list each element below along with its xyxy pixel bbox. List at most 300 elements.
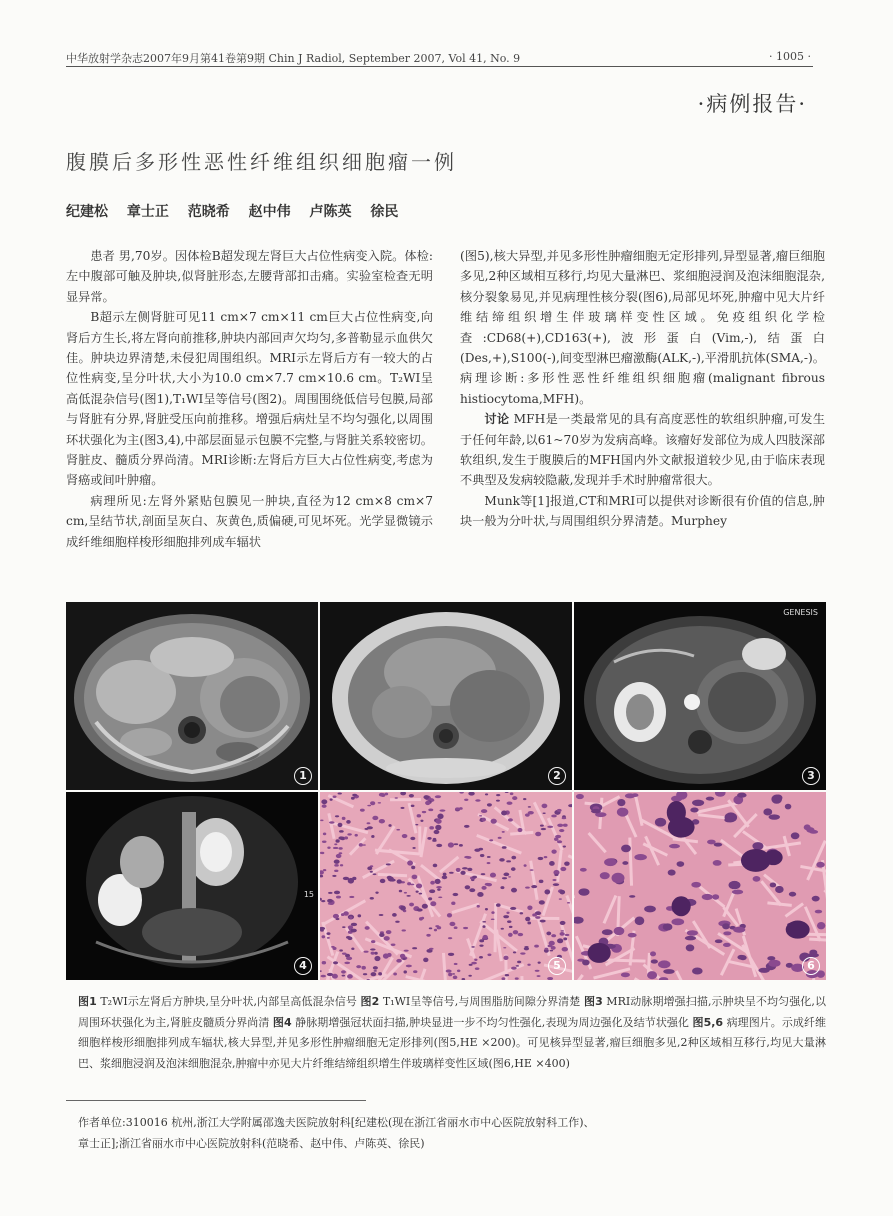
figure-panel-1-t2wi xyxy=(66,602,318,790)
cell-nucleus xyxy=(479,944,483,946)
stroma-fiber xyxy=(328,795,353,806)
caption-label-fig5-6: 图5,6 xyxy=(692,1015,724,1029)
cell-nucleus xyxy=(539,880,544,883)
cell-nucleus xyxy=(512,796,517,800)
cell-nucleus xyxy=(543,812,546,813)
cell-nucleus xyxy=(557,938,563,943)
cell-nucleus xyxy=(349,896,354,898)
cell-nucleus xyxy=(334,891,340,895)
cell-nucleus xyxy=(471,946,475,948)
cell-nucleus xyxy=(499,858,505,862)
article-title: 腹膜后多形性恶性纤维组织细胞瘤一例 xyxy=(66,150,457,174)
cell-nucleus xyxy=(562,817,567,819)
section-heading: ·病例报告· xyxy=(697,92,807,116)
cell-nucleus xyxy=(567,902,570,904)
cell-nucleus xyxy=(580,868,587,872)
cell-nucleus xyxy=(502,877,507,879)
cell-nucleus xyxy=(768,814,780,819)
cell-nucleus xyxy=(374,970,377,972)
cell-nucleus xyxy=(669,844,680,848)
cell-nucleus xyxy=(320,875,323,878)
cell-nucleus xyxy=(417,908,423,911)
cell-nucleus xyxy=(407,882,411,885)
cell-nucleus xyxy=(419,893,422,895)
cell-nucleus xyxy=(320,898,322,901)
mri-coronal-venous-image xyxy=(66,792,318,980)
cell-nucleus xyxy=(342,926,345,928)
cell-nucleus xyxy=(332,875,336,877)
cell-nucleus xyxy=(467,868,472,871)
cell-nucleus xyxy=(817,922,825,929)
cell-nucleus xyxy=(508,876,511,877)
cell-nucleus xyxy=(412,847,415,849)
cell-nucleus xyxy=(545,948,549,951)
cell-nucleus xyxy=(520,912,524,914)
cell-nucleus xyxy=(770,882,777,887)
cell-nucleus xyxy=(551,849,556,853)
cell-nucleus xyxy=(352,794,357,797)
cell-nucleus xyxy=(401,807,405,809)
cell-nucleus xyxy=(362,844,365,846)
cell-nucleus xyxy=(320,852,324,854)
cell-nucleus xyxy=(336,854,342,858)
cell-nucleus xyxy=(485,793,488,795)
cell-nucleus xyxy=(391,943,396,945)
cell-nucleus xyxy=(416,883,422,888)
cell-nucleus xyxy=(471,962,477,965)
cell-nucleus xyxy=(527,964,530,966)
cell-nucleus xyxy=(338,823,343,827)
panel-number: 6 xyxy=(802,957,820,975)
cell-nucleus xyxy=(426,934,430,937)
cell-nucleus xyxy=(647,971,657,979)
cell-nucleus xyxy=(338,793,342,795)
cell-nucleus xyxy=(650,951,656,956)
cell-nucleus xyxy=(474,959,477,961)
cell-nucleus xyxy=(321,975,326,978)
cell-nucleus xyxy=(791,832,800,839)
cell-nucleus xyxy=(732,890,743,895)
cell-nucleus xyxy=(557,840,562,843)
cell-nucleus xyxy=(421,917,424,920)
cell-nucleus xyxy=(481,873,486,875)
cell-nucleus xyxy=(758,968,769,973)
cell-nucleus xyxy=(561,930,565,932)
figure-panel-2-t1wi xyxy=(320,602,572,790)
cell-nucleus xyxy=(327,847,330,849)
cell-nucleus xyxy=(541,828,546,830)
stroma-fiber xyxy=(378,874,407,875)
cell-nucleus xyxy=(614,927,625,935)
histology-he200-image xyxy=(320,792,572,980)
cell-nucleus xyxy=(563,937,567,940)
cell-nucleus xyxy=(395,921,399,923)
header-rule xyxy=(66,66,813,67)
cell-nucleus xyxy=(559,898,562,899)
cell-nucleus xyxy=(351,797,355,800)
cell-nucleus xyxy=(393,973,397,976)
cell-nucleus xyxy=(464,799,468,801)
cell-nucleus xyxy=(371,940,375,943)
cell-nucleus xyxy=(503,956,508,960)
cell-nucleus xyxy=(459,844,463,847)
cell-nucleus xyxy=(523,798,526,800)
cell-nucleus xyxy=(551,934,556,937)
cell-nucleus xyxy=(635,917,645,926)
cell-nucleus xyxy=(771,795,782,804)
cell-nucleus xyxy=(406,965,412,968)
cell-nucleus xyxy=(511,867,516,871)
cell-nucleus xyxy=(496,794,500,796)
cell-nucleus xyxy=(505,792,509,793)
cell-nucleus xyxy=(785,804,791,810)
cell-nucleus xyxy=(621,972,630,977)
panel-number: 5 xyxy=(548,957,566,975)
cell-nucleus xyxy=(508,933,513,937)
cell-nucleus xyxy=(384,936,390,941)
stroma-fiber xyxy=(558,850,562,882)
cell-nucleus xyxy=(364,951,369,953)
cell-nucleus xyxy=(544,856,548,858)
caption-text-fig3: MRI动脉期增强扫描,示肿块呈不均匀强化,以周围环状强化为主,肾脏皮髓质分界尚清 xyxy=(78,995,826,1029)
cell-nucleus xyxy=(379,933,384,937)
cell-nucleus xyxy=(333,847,338,849)
cell-nucleus xyxy=(472,876,477,878)
cell-nucleus xyxy=(403,970,406,973)
cell-nucleus xyxy=(459,792,464,794)
stroma-fiber xyxy=(602,960,645,961)
figure-panel-6-he400 xyxy=(574,792,826,980)
cell-nucleus xyxy=(449,922,455,926)
cell-nucleus xyxy=(322,935,326,938)
cell-nucleus xyxy=(634,854,647,860)
literature-paragraph: Munk等[1]报道,CT和MRI可以提供对诊断很有价值的信息,肿块一般为分叶状,与周围组织分界清楚。Murphey xyxy=(460,493,825,529)
cell-nucleus xyxy=(563,845,566,847)
cell-nucleus xyxy=(687,930,698,936)
cell-nucleus xyxy=(505,974,509,976)
stroma-fiber xyxy=(522,976,523,980)
cell-nucleus xyxy=(363,973,367,975)
cell-nucleus xyxy=(412,947,417,949)
cell-nucleus xyxy=(500,886,504,889)
cell-nucleus xyxy=(815,910,822,914)
cell-nucleus xyxy=(417,814,421,817)
figure-grid xyxy=(66,602,826,988)
cell-nucleus xyxy=(487,862,491,864)
cell-nucleus xyxy=(341,913,345,916)
cell-nucleus xyxy=(524,947,529,950)
cell-nucleus xyxy=(686,944,695,951)
cell-nucleus xyxy=(423,795,429,799)
cell-nucleus xyxy=(532,913,537,916)
cell-nucleus xyxy=(574,917,584,924)
cell-nucleus xyxy=(400,792,406,795)
cell-nucleus xyxy=(347,974,353,978)
cell-nucleus xyxy=(625,793,635,798)
cell-nucleus xyxy=(540,825,544,827)
cell-nucleus xyxy=(560,890,566,895)
cell-nucleus xyxy=(477,905,480,908)
cell-nucleus xyxy=(402,929,406,931)
cell-nucleus xyxy=(464,825,470,828)
giant-cell-nucleus xyxy=(786,921,810,939)
cell-nucleus xyxy=(451,901,455,905)
cell-nucleus xyxy=(487,954,491,957)
cell-nucleus xyxy=(386,863,391,865)
cell-nucleus xyxy=(465,885,471,889)
cell-nucleus xyxy=(503,947,506,948)
cell-nucleus xyxy=(468,792,474,796)
cell-nucleus xyxy=(373,966,378,969)
cell-nucleus xyxy=(525,917,530,922)
cell-nucleus xyxy=(524,864,527,867)
cell-nucleus xyxy=(481,886,486,890)
cell-nucleus xyxy=(531,885,537,888)
cell-nucleus xyxy=(386,930,392,934)
cell-nucleus xyxy=(552,879,556,881)
cell-nucleus xyxy=(501,810,507,815)
cell-nucleus xyxy=(480,854,485,857)
cell-nucleus xyxy=(753,876,761,882)
stroma-fiber xyxy=(589,833,606,852)
cell-nucleus xyxy=(336,896,341,899)
cell-nucleus xyxy=(332,947,336,950)
cell-nucleus xyxy=(334,860,340,864)
cell-nucleus xyxy=(576,794,584,799)
cell-nucleus xyxy=(482,935,487,940)
cell-nucleus xyxy=(449,872,454,874)
giant-cell-nucleus xyxy=(672,896,691,916)
cell-nucleus xyxy=(371,952,375,955)
stroma-fiber xyxy=(350,838,365,854)
cell-nucleus xyxy=(371,972,377,976)
cell-nucleus xyxy=(370,801,375,805)
stroma-fiber xyxy=(421,827,426,857)
cell-nucleus xyxy=(333,961,338,964)
stroma-fiber xyxy=(329,813,334,838)
caption-text-fig4: 静脉期增强冠状面扫描,肿块显进一步不均匀性强化,表现为周边强化及结节状强化 xyxy=(291,1015,693,1029)
stroma-fiber xyxy=(421,865,441,881)
cell-nucleus xyxy=(320,970,322,971)
cell-nucleus xyxy=(507,801,513,804)
stroma-fiber xyxy=(520,810,524,830)
footnote-line-2: 章士正];浙江省丽水市中心医院放射科(范晓希、赵中伟、卢陈英、徐民) xyxy=(78,1137,425,1150)
cell-nucleus xyxy=(340,864,343,866)
cell-nucleus xyxy=(692,967,703,974)
cell-nucleus xyxy=(671,918,684,925)
cell-nucleus xyxy=(437,888,441,890)
stroma-fiber xyxy=(676,971,687,980)
cell-nucleus xyxy=(525,887,530,889)
cell-nucleus xyxy=(328,903,332,905)
stroma-fiber xyxy=(604,895,616,923)
cell-nucleus xyxy=(358,914,362,917)
cell-nucleus xyxy=(539,900,545,904)
cell-nucleus xyxy=(555,835,561,838)
cell-nucleus xyxy=(546,932,551,936)
cell-nucleus xyxy=(339,852,343,854)
cell-nucleus xyxy=(420,820,423,822)
cell-nucleus xyxy=(469,964,473,966)
cell-nucleus xyxy=(392,913,397,917)
cell-nucleus xyxy=(436,844,442,847)
left-column xyxy=(66,246,433,552)
cell-nucleus xyxy=(737,955,745,960)
slice-label: 15 xyxy=(303,890,314,899)
cell-nucleus xyxy=(663,969,674,974)
cell-nucleus xyxy=(463,927,468,929)
cell-nucleus xyxy=(475,799,480,801)
cell-nucleus xyxy=(435,825,441,830)
cell-nucleus xyxy=(409,794,414,797)
cell-nucleus xyxy=(542,804,548,809)
cell-nucleus xyxy=(560,867,566,871)
cell-nucleus xyxy=(560,921,566,925)
author-affiliation-footnote xyxy=(78,1112,818,1154)
cell-nucleus xyxy=(511,856,516,860)
stroma-fiber xyxy=(574,975,583,980)
cell-nucleus xyxy=(429,927,433,929)
cell-nucleus xyxy=(334,864,339,867)
cell-nucleus xyxy=(562,947,568,952)
cell-nucleus xyxy=(722,923,730,929)
cell-nucleus xyxy=(428,809,433,812)
cell-nucleus xyxy=(516,965,519,967)
cell-nucleus xyxy=(403,958,406,960)
cell-nucleus xyxy=(547,826,553,828)
cell-nucleus xyxy=(388,878,391,881)
cell-nucleus xyxy=(538,857,544,860)
author-list: 纪建松 章士正 范晓希 赵中伟 卢陈英 徐民 xyxy=(66,204,399,220)
cell-nucleus xyxy=(520,952,525,954)
panel-number: 3 xyxy=(802,767,820,785)
cell-nucleus xyxy=(692,800,704,806)
figure-panel-4-coronal xyxy=(66,792,318,980)
footnote-line-1: 作者单位:310016 杭州,浙江大学附属邵逸夫医院放射科[纪建松(现在浙江省丽水市中心医院放射科工作)、 xyxy=(78,1116,595,1129)
cell-nucleus xyxy=(553,883,559,886)
cell-nucleus xyxy=(406,895,410,897)
cell-nucleus xyxy=(438,896,442,898)
cell-nucleus xyxy=(322,841,327,843)
cell-nucleus xyxy=(568,804,572,807)
cell-nucleus xyxy=(475,967,480,970)
giant-cell-nucleus xyxy=(668,817,695,838)
cell-nucleus xyxy=(503,873,509,877)
cell-nucleus xyxy=(527,922,531,925)
cell-nucleus xyxy=(429,889,435,893)
cell-nucleus xyxy=(360,809,365,812)
cell-nucleus xyxy=(335,815,339,817)
cell-nucleus xyxy=(685,936,696,941)
cell-nucleus xyxy=(510,907,516,910)
cell-nucleus xyxy=(326,932,330,935)
cell-nucleus xyxy=(460,871,465,875)
cell-nucleus xyxy=(439,809,445,811)
mri-axial-t2-image xyxy=(66,602,318,790)
cell-nucleus xyxy=(506,860,511,862)
cell-nucleus xyxy=(387,953,392,957)
cell-nucleus xyxy=(350,929,356,933)
cell-nucleus xyxy=(527,905,532,910)
cell-nucleus xyxy=(367,822,371,824)
cell-nucleus xyxy=(370,948,376,950)
cell-nucleus xyxy=(435,879,441,884)
cell-nucleus xyxy=(342,953,347,955)
cell-nucleus xyxy=(342,817,346,820)
cell-nucleus xyxy=(690,808,698,813)
cell-nucleus xyxy=(359,843,363,847)
stroma-fiber xyxy=(698,815,727,818)
pathology-paragraph: 病理所见:左肾外紧贴包膜见一肿块,直径为12 cm×8 cm×7 cm,呈结节状,剖面呈灰白、灰黄色,质偏硬,可见坏死。光学显微镜示成纤维细胞样梭形细胞排列成车辐状 xyxy=(66,493,433,549)
cell-nucleus xyxy=(564,861,570,865)
cell-nucleus xyxy=(388,824,391,827)
stroma-fiber xyxy=(406,977,445,980)
cell-nucleus xyxy=(468,975,471,977)
cell-nucleus xyxy=(378,802,381,803)
cell-nucleus xyxy=(502,846,507,849)
imaging-paragraph: B超示左侧肾脏可见11 cm×7 cm×11 cm巨大占位性病变,向肾后方生长,将左肾向前推移,肿块内部回声欠均匀,多普勒显示血供欠佳。肿块边界清楚,未侵犯周围组织。MRI示左肾后方有一较大的占位性病变,呈分叶状,大小为10.0 cm×7.7 cm×10.6 cm。T₂WI呈高低混杂信号(图1),T₁WI呈等信号(图2)。周围围绕低信号包膜,局部与肾脏有分界,肾脏受压向前推移。增强后病灶呈不均匀强化,以周围环状强化为主(图3,4),中部层面显示包膜不完整,与肾脏关系较密切。肾脏皮、髓质分界尚清。MRI诊断:左肾后方巨大占位性病变,考虑为肾癌或间叶肿瘤。 xyxy=(66,310,433,488)
cell-nucleus xyxy=(617,807,629,816)
cell-nucleus xyxy=(332,974,338,979)
cell-nucleus xyxy=(482,818,486,822)
cell-nucleus xyxy=(591,809,601,814)
cell-nucleus xyxy=(510,792,514,795)
cell-nucleus xyxy=(321,799,327,804)
stroma-fiber xyxy=(718,933,747,951)
cell-nucleus xyxy=(816,862,824,868)
caption-label-fig4: 图4 xyxy=(272,1015,292,1029)
cell-nucleus xyxy=(436,886,442,888)
cell-nucleus xyxy=(402,834,408,838)
stroma-fiber xyxy=(630,838,632,886)
panel-number: 2 xyxy=(548,767,566,785)
cell-nucleus xyxy=(379,819,385,823)
cell-nucleus xyxy=(427,837,431,840)
stroma-fiber xyxy=(574,897,575,901)
cell-nucleus xyxy=(379,914,384,916)
cell-nucleus xyxy=(434,830,440,834)
cell-nucleus xyxy=(342,975,346,977)
cell-nucleus xyxy=(511,967,517,970)
cell-nucleus xyxy=(404,950,409,952)
cell-nucleus xyxy=(344,836,348,839)
cell-nucleus xyxy=(411,866,415,870)
cell-nucleus xyxy=(582,960,590,966)
cell-nucleus xyxy=(415,824,418,826)
page-number: · 1005 · xyxy=(769,50,811,63)
cell-nucleus xyxy=(407,860,413,865)
cell-nucleus xyxy=(456,868,461,872)
cell-nucleus xyxy=(715,792,726,797)
cell-nucleus xyxy=(333,795,337,797)
cell-nucleus xyxy=(491,911,494,914)
cell-nucleus xyxy=(604,858,617,866)
cell-nucleus xyxy=(812,896,820,902)
cell-nucleus xyxy=(333,914,339,919)
cell-nucleus xyxy=(677,861,685,867)
cell-nucleus xyxy=(455,807,460,810)
cell-nucleus xyxy=(371,835,374,838)
cell-nucleus xyxy=(327,937,330,939)
cell-nucleus xyxy=(321,900,325,902)
cell-nucleus xyxy=(428,897,432,900)
giant-cell-nucleus xyxy=(588,943,611,963)
cell-nucleus xyxy=(478,848,483,851)
caption-label-fig1: 图1 xyxy=(78,995,97,1008)
cell-nucleus xyxy=(339,830,344,833)
cell-nucleus xyxy=(347,833,351,835)
cell-nucleus xyxy=(334,870,338,872)
